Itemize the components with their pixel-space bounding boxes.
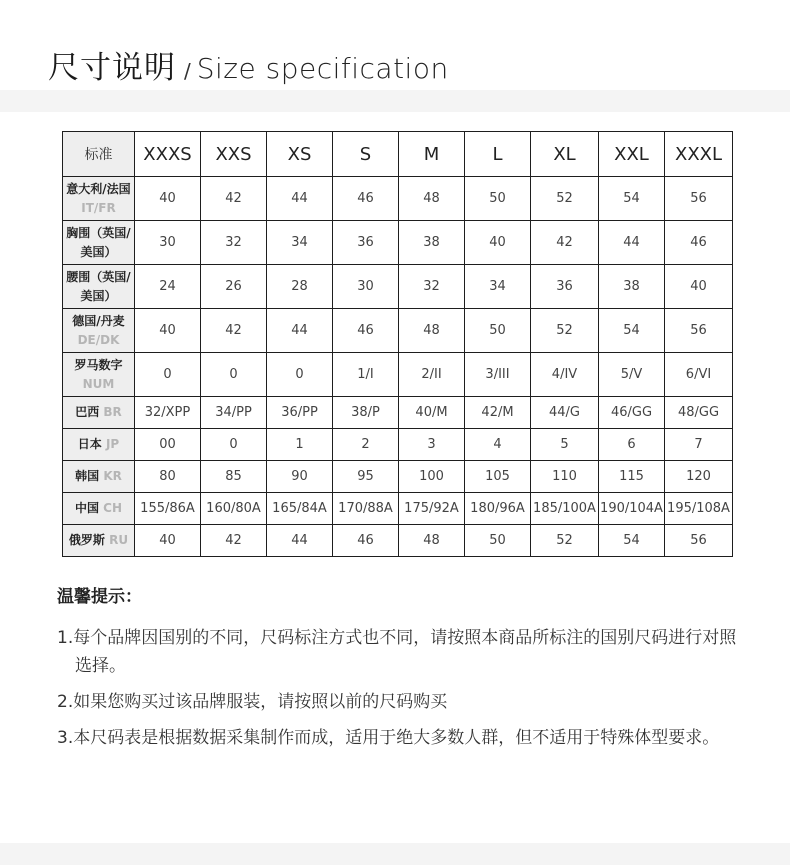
size-cell: 38 bbox=[399, 221, 465, 265]
size-cell: 4/IV bbox=[531, 353, 599, 397]
size-cell: 54 bbox=[599, 177, 665, 221]
size-cell: 40 bbox=[135, 309, 201, 353]
size-cell: 46/GG bbox=[599, 397, 665, 429]
size-cell: 46 bbox=[665, 221, 733, 265]
size-cell: 46 bbox=[333, 309, 399, 353]
title-english: Size specification bbox=[196, 52, 449, 85]
size-cell: 32 bbox=[201, 221, 267, 265]
size-cell: 52 bbox=[531, 309, 599, 353]
header-size: XXL bbox=[599, 132, 665, 177]
size-cell: 50 bbox=[465, 177, 531, 221]
row-label-name: 腰围（英国/美国） bbox=[66, 269, 131, 303]
size-cell: 7 bbox=[665, 429, 733, 461]
row-label-name: 韩国 bbox=[75, 469, 100, 483]
top-divider-band bbox=[0, 90, 790, 112]
size-cell: 5 bbox=[531, 429, 599, 461]
row-label-code: JP bbox=[105, 437, 120, 451]
size-cell: 40 bbox=[665, 265, 733, 309]
size-cell: 48 bbox=[399, 525, 465, 557]
table-row bbox=[63, 397, 733, 429]
row-label bbox=[63, 397, 135, 429]
size-cell: 2 bbox=[333, 429, 399, 461]
row-label-name: 巴西 bbox=[75, 405, 100, 419]
size-cell: 46 bbox=[333, 525, 399, 557]
size-cell: 3/III bbox=[465, 353, 531, 397]
header-size: XXS bbox=[201, 132, 267, 177]
size-cell: 34 bbox=[465, 265, 531, 309]
size-cell: 1 bbox=[267, 429, 333, 461]
row-label-code: KR bbox=[103, 469, 122, 483]
size-cell: 42 bbox=[201, 525, 267, 557]
table-row bbox=[63, 353, 733, 397]
size-cell: 0 bbox=[267, 353, 333, 397]
table-row bbox=[63, 309, 733, 353]
size-cell: 115 bbox=[599, 461, 665, 493]
size-cell: 44 bbox=[267, 177, 333, 221]
table-row bbox=[63, 221, 733, 265]
size-cell: 85 bbox=[201, 461, 267, 493]
table-row bbox=[63, 525, 733, 557]
size-cell: 24 bbox=[135, 265, 201, 309]
size-cell: 46 bbox=[333, 177, 399, 221]
header-size: XL bbox=[531, 132, 599, 177]
size-cell: 44/G bbox=[531, 397, 599, 429]
size-cell: 50 bbox=[465, 309, 531, 353]
size-cell: 0 bbox=[201, 429, 267, 461]
size-cell: 175/92A bbox=[399, 493, 465, 525]
size-cell: 190/104A bbox=[599, 493, 665, 525]
tips-title: 温馨提示： bbox=[57, 587, 142, 607]
row-label-code: RU bbox=[109, 533, 129, 547]
size-cell: 42/M bbox=[465, 397, 531, 429]
size-cell: 80 bbox=[135, 461, 201, 493]
size-cell: 2/II bbox=[399, 353, 465, 397]
row-label-name: 俄罗斯 bbox=[68, 533, 105, 547]
size-cell: 30 bbox=[333, 265, 399, 309]
size-cell: 110 bbox=[531, 461, 599, 493]
size-cell: 48/GG bbox=[665, 397, 733, 429]
size-cell: 155/86A bbox=[135, 493, 201, 525]
size-cell: 50 bbox=[465, 525, 531, 557]
size-cell: 120 bbox=[665, 461, 733, 493]
size-cell: 36/PP bbox=[267, 397, 333, 429]
row-label-code: NUM bbox=[82, 376, 115, 391]
size-cell: 40 bbox=[135, 177, 201, 221]
size-cell: 44 bbox=[599, 221, 665, 265]
table-row bbox=[63, 461, 733, 493]
tip-item: 2.如果您购买过该品牌服装，请按照以前的尺码购买 bbox=[57, 692, 448, 712]
size-cell: 48 bbox=[399, 177, 465, 221]
size-cell: 4 bbox=[465, 429, 531, 461]
size-cell: 90 bbox=[267, 461, 333, 493]
header-size: L bbox=[465, 132, 531, 177]
size-cell: 38 bbox=[599, 265, 665, 309]
row-label bbox=[63, 353, 135, 397]
bottom-divider-band bbox=[0, 843, 790, 865]
size-cell: 6 bbox=[599, 429, 665, 461]
row-label-name: 中国 bbox=[74, 501, 99, 515]
row-label-name: 罗马数字 bbox=[74, 357, 123, 372]
header-size: S bbox=[333, 132, 399, 177]
size-cell: 165/84A bbox=[267, 493, 333, 525]
title-separator: / bbox=[184, 59, 191, 83]
row-label-name: 意大利/法国 bbox=[66, 181, 131, 196]
size-cell: 38/P bbox=[333, 397, 399, 429]
size-cell: 3 bbox=[399, 429, 465, 461]
size-cell: 44 bbox=[267, 525, 333, 557]
size-cell: 56 bbox=[665, 177, 733, 221]
size-cell: 56 bbox=[665, 309, 733, 353]
row-label-code: BR bbox=[103, 405, 122, 419]
tip-item: 3.本尺码表是根据数据采集制作而成，适用于绝大多数人群，但不适用于特殊体型要求。 bbox=[57, 728, 720, 748]
size-cell: 1/I bbox=[333, 353, 399, 397]
size-cell: 36 bbox=[333, 221, 399, 265]
tips-section bbox=[57, 582, 737, 760]
size-cell: 40/M bbox=[399, 397, 465, 429]
row-label bbox=[63, 493, 135, 525]
size-cell: 6/VI bbox=[665, 353, 733, 397]
title-chinese: 尺寸说明 bbox=[48, 50, 176, 86]
size-cell: 180/96A bbox=[465, 493, 531, 525]
size-cell: 170/88A bbox=[333, 493, 399, 525]
size-cell: 40 bbox=[465, 221, 531, 265]
size-cell: 00 bbox=[135, 429, 201, 461]
row-label-code: CH bbox=[103, 501, 123, 515]
size-cell: 30 bbox=[135, 221, 201, 265]
row-label-code: IT/FR bbox=[81, 200, 116, 215]
row-label-name: 德国/丹麦 bbox=[72, 313, 125, 328]
row-label-name: 胸围（英国/美国） bbox=[66, 225, 131, 259]
row-label-code: DE/DK bbox=[77, 332, 120, 347]
size-cell: 34/PP bbox=[201, 397, 267, 429]
size-cell: 44 bbox=[267, 309, 333, 353]
row-label bbox=[63, 525, 135, 557]
size-cell: 32 bbox=[399, 265, 465, 309]
header-size: XXXL bbox=[665, 132, 733, 177]
row-label bbox=[63, 265, 135, 309]
size-cell: 32/XPP bbox=[135, 397, 201, 429]
size-cell: 0 bbox=[135, 353, 201, 397]
size-cell: 56 bbox=[665, 525, 733, 557]
row-label-name: 日本 bbox=[77, 437, 102, 451]
size-cell: 48 bbox=[399, 309, 465, 353]
row-label bbox=[63, 221, 135, 265]
table-row bbox=[63, 429, 733, 461]
size-cell: 42 bbox=[201, 177, 267, 221]
size-cell: 5/V bbox=[599, 353, 665, 397]
table-row bbox=[63, 493, 733, 525]
table-header-row bbox=[63, 132, 733, 177]
size-cell: 195/108A bbox=[665, 493, 733, 525]
row-label bbox=[63, 429, 135, 461]
table-row bbox=[63, 177, 733, 221]
row-label bbox=[63, 309, 135, 353]
size-cell: 54 bbox=[599, 309, 665, 353]
size-cell: 160/80A bbox=[201, 493, 267, 525]
size-cell: 34 bbox=[267, 221, 333, 265]
header-standard: 标准 bbox=[63, 132, 135, 177]
size-cell: 26 bbox=[201, 265, 267, 309]
size-cell: 0 bbox=[201, 353, 267, 397]
size-cell: 42 bbox=[201, 309, 267, 353]
size-cell: 185/100A bbox=[531, 493, 599, 525]
size-cell: 100 bbox=[399, 461, 465, 493]
size-table bbox=[62, 131, 733, 557]
header-size: XS bbox=[267, 132, 333, 177]
tip-item: 1.每个品牌因国别的不同，尺码标注方式也不同，请按照本商品所标注的国别尺码进行对照选择。 bbox=[57, 628, 737, 676]
size-cell: 42 bbox=[531, 221, 599, 265]
header-size: XXXS bbox=[135, 132, 201, 177]
page-title bbox=[48, 42, 449, 86]
size-cell: 52 bbox=[531, 177, 599, 221]
size-cell: 36 bbox=[531, 265, 599, 309]
size-cell: 95 bbox=[333, 461, 399, 493]
header-size: M bbox=[399, 132, 465, 177]
row-label bbox=[63, 461, 135, 493]
size-cell: 40 bbox=[135, 525, 201, 557]
size-cell: 28 bbox=[267, 265, 333, 309]
row-label bbox=[63, 177, 135, 221]
table-row bbox=[63, 265, 733, 309]
size-cell: 52 bbox=[531, 525, 599, 557]
size-cell: 54 bbox=[599, 525, 665, 557]
size-cell: 105 bbox=[465, 461, 531, 493]
